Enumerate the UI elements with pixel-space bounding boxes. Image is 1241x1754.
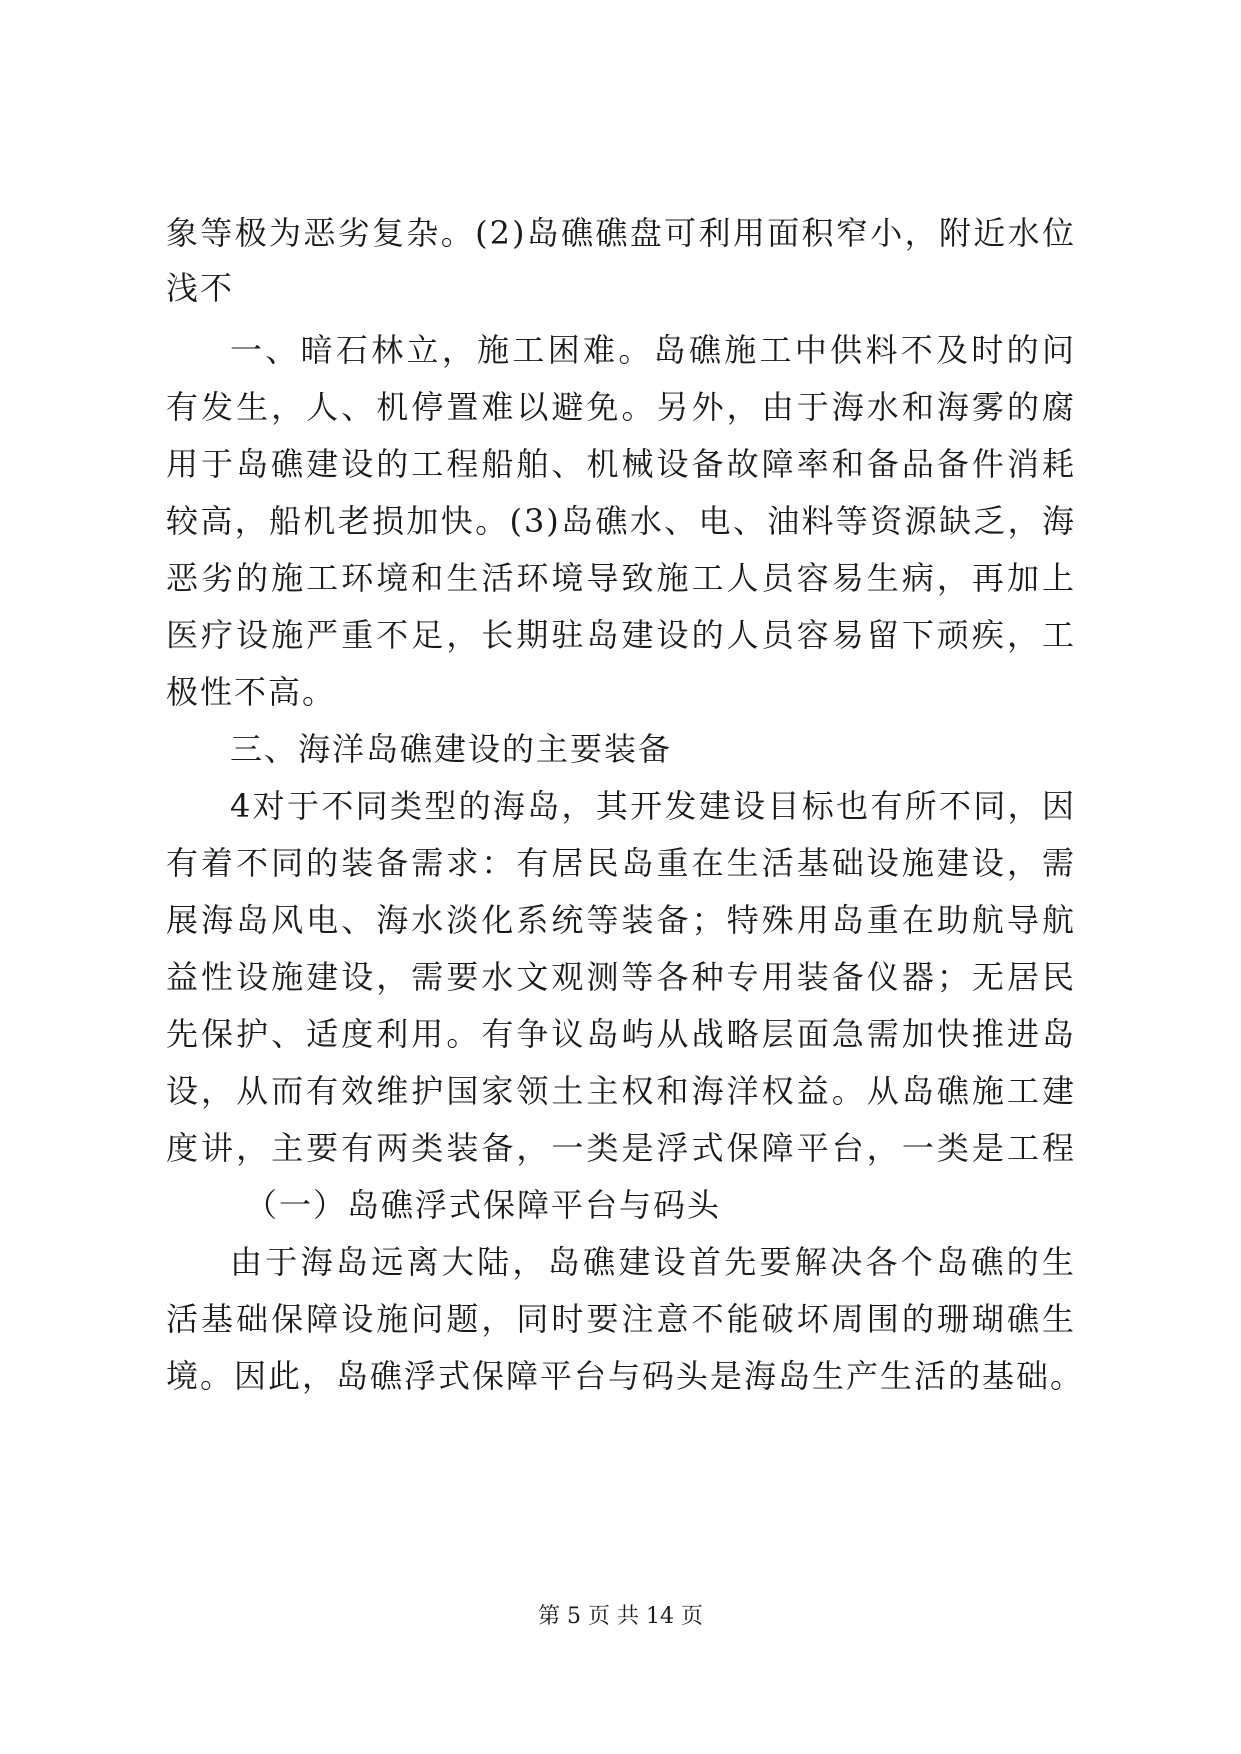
paragraph-line: 极性不高。 [166, 673, 337, 711]
paragraph-line: 有着不同的装备需求：有居民岛重在生活基础设施建设，需 [166, 844, 1076, 882]
section-heading: 三、海洋岛礁建设的主要装备 [230, 730, 673, 768]
paragraph-line: 一、暗石林立，施工困难。岛礁施工中供料不及时的问 [230, 331, 1076, 369]
paragraph-line: 展海岛风电、海水淡化系统等装备；特殊用岛重在助航导航 [166, 901, 1076, 939]
paragraph-line: 用于岛礁建设的工程船舶、机械设备故障率和备品备件消耗 [166, 445, 1076, 483]
paragraph-line: 医疗设施严重不足，长期驻岛建设的人员容易留下顽疾，工 [166, 616, 1076, 654]
subsection-heading: （一）岛礁浮式保障平台与码头 [245, 1186, 722, 1224]
paragraph-line: 设，从而有效维护国家领土主权和海洋权益。从岛礁施工建 [166, 1072, 1076, 1110]
paragraph-line: 度讲，主要有两类装备，一类是浮式保障平台，一类是工程 [166, 1129, 1076, 1167]
paragraph-line: 象等极为恶劣复杂。(2)岛礁礁盘可利用面积窄小，附近水位 [166, 214, 1076, 252]
paragraph-line: 较高，船机老损加快。(3)岛礁水、电、油料等资源缺乏，海 [166, 502, 1076, 540]
paragraph-line: 浅不 [166, 269, 235, 307]
paragraph-line: 有发生，人、机停置难以避免。另外，由于海水和海雾的腐 [166, 388, 1076, 426]
paragraph-line: 恶劣的施工环境和生活环境导致施工人员容易生病，再加上 [166, 559, 1076, 597]
paragraph-line: 先保护、适度利用。有争议岛屿从战略层面急需加快推进岛 [166, 1015, 1076, 1053]
paragraph-line: 活基础保障设施问题，同时要注意不能破坏周围的珊瑚礁生 [166, 1300, 1076, 1338]
paragraph-line: 益性设施建设，需要水文观测等各种专用装备仪器；无居民 [166, 958, 1076, 996]
paragraph-line: 由于海岛远离大陆，岛礁建设首先要解决各个岛礁的生 [230, 1243, 1076, 1281]
paragraph-line: 4对于不同类型的海岛，其开发建设目标也有所不同，因 [230, 787, 1076, 825]
page-number-footer: 第 5 页 共 14 页 [538, 1604, 703, 1629]
paragraph-line: 境。因此，岛礁浮式保障平台与码头是海岛生产生活的基础。 [166, 1357, 1085, 1395]
